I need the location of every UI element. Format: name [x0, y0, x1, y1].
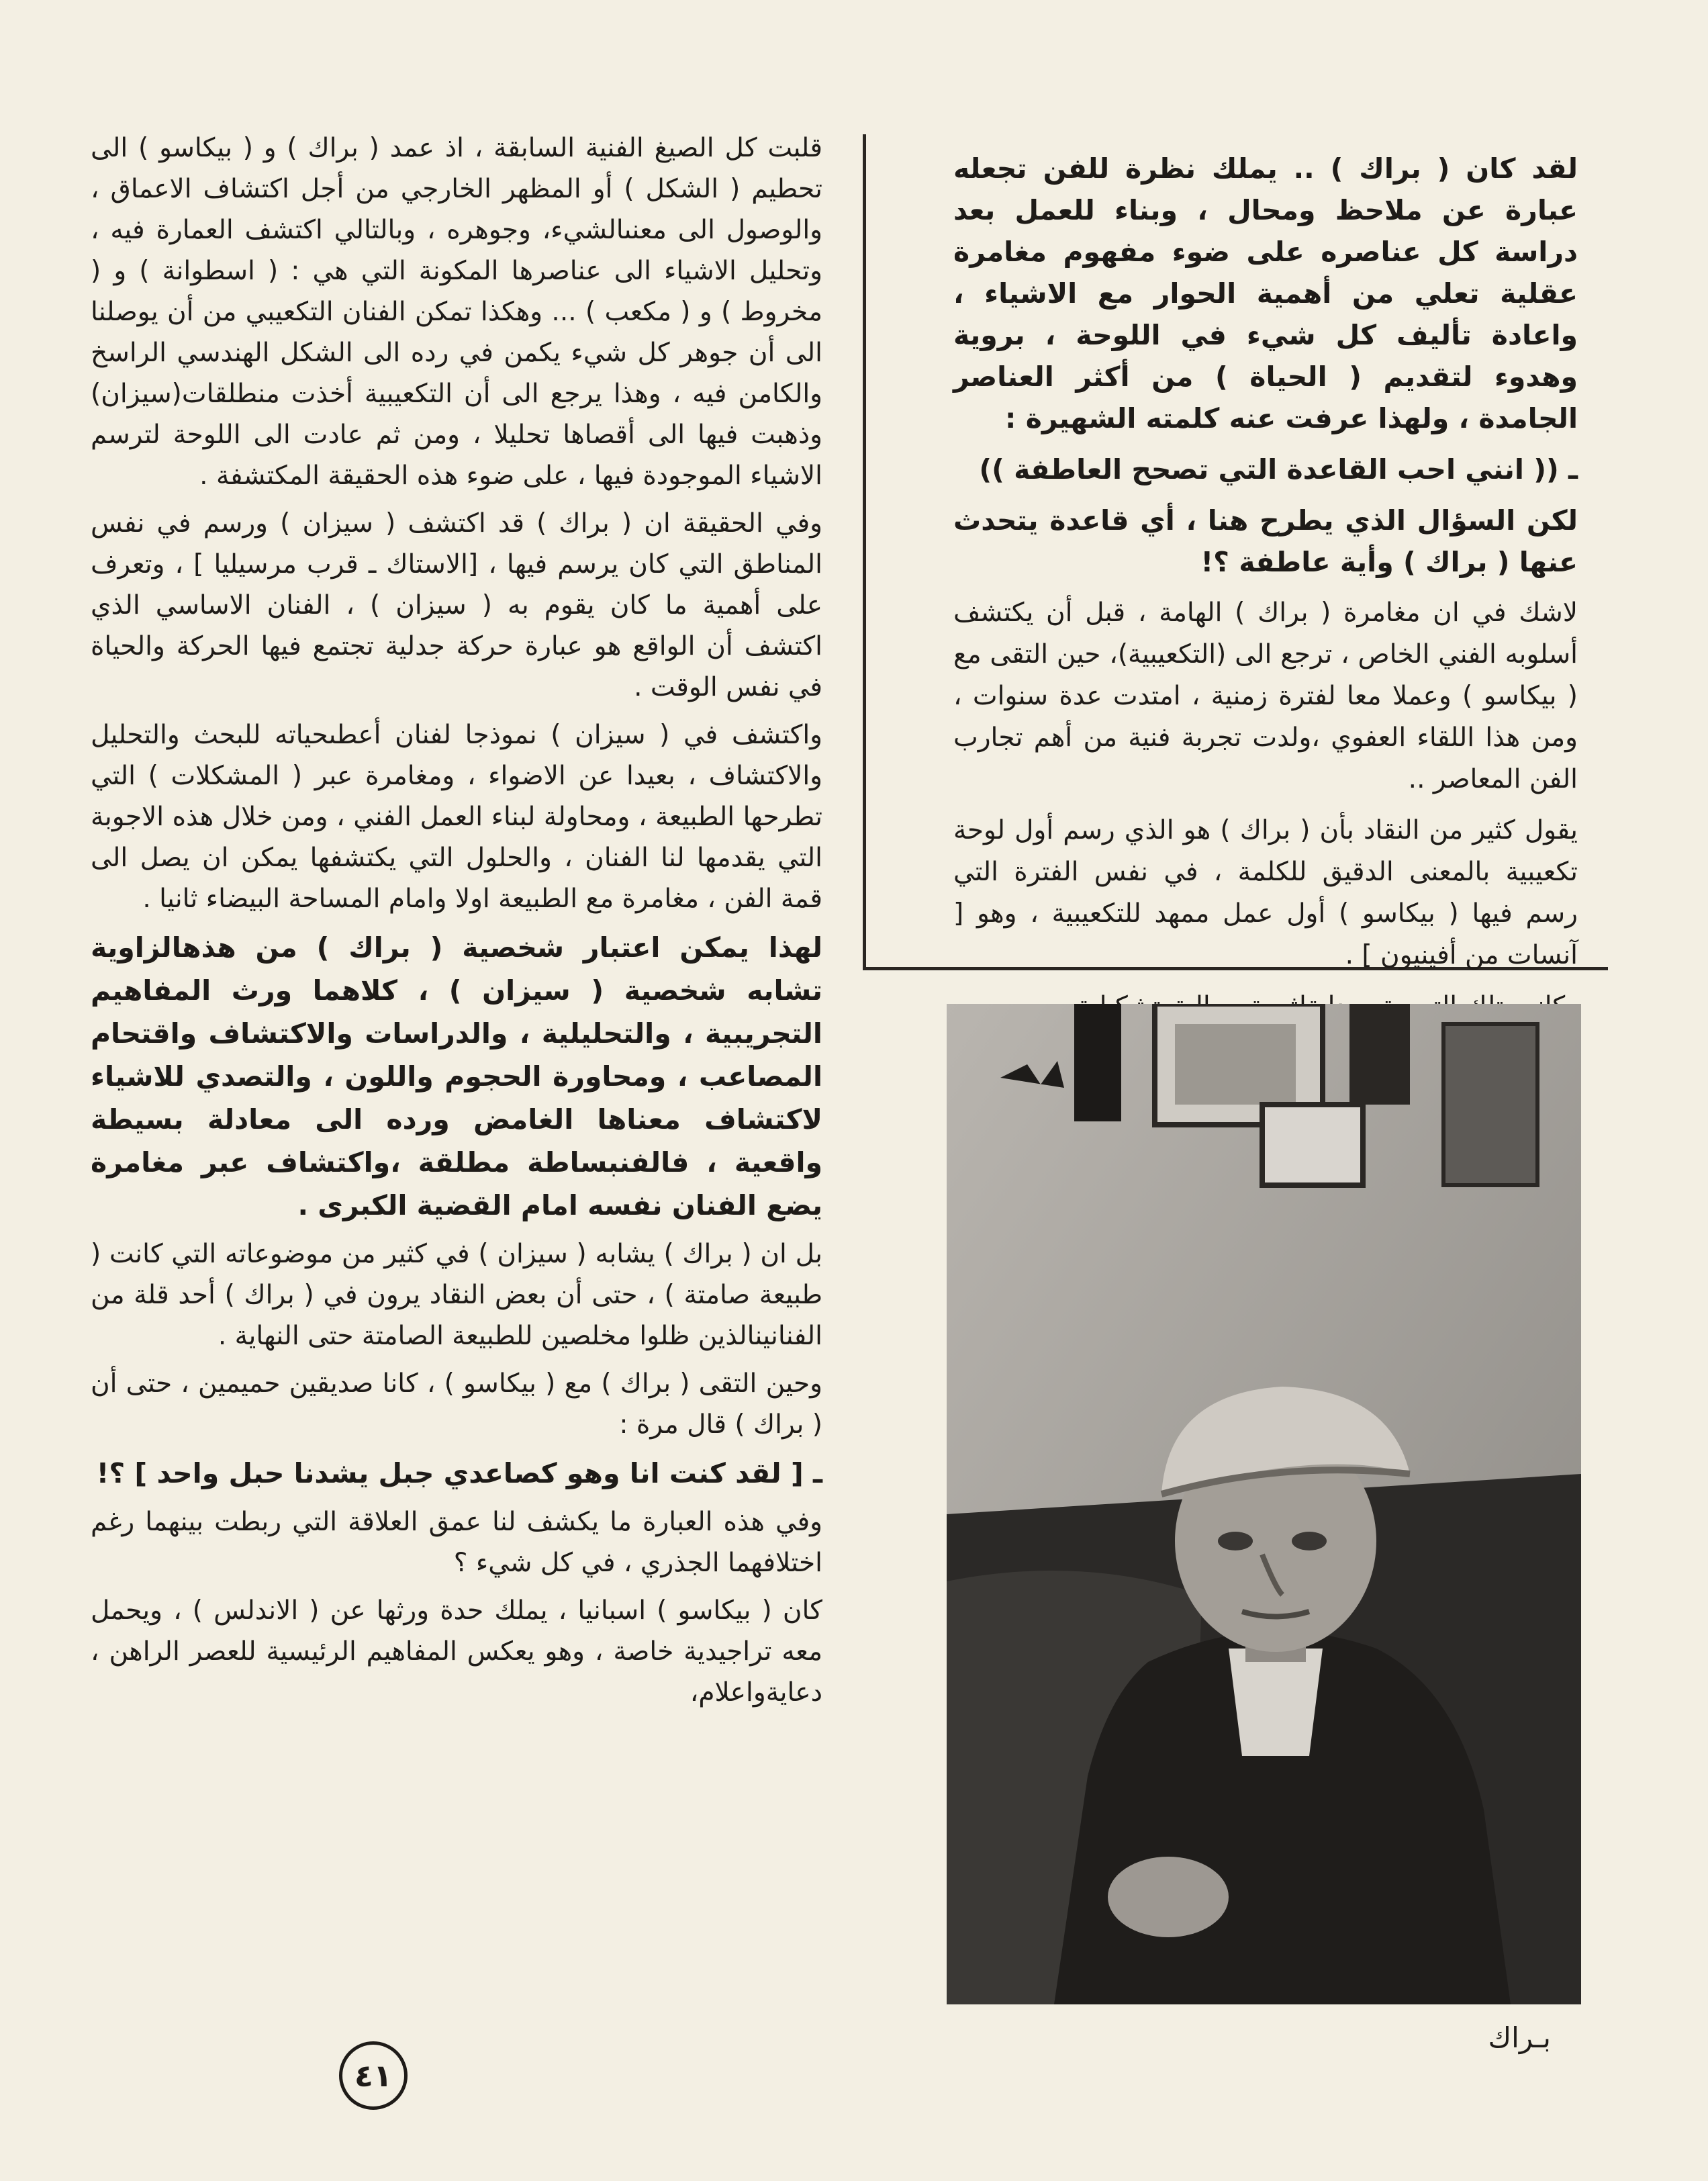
question-paragraph: لكن السؤال الذي يطرح هنا ، أي قاعدة يتحدث عنها ( براك ) وأية عاطفة ؟! — [953, 504, 1578, 578]
famous-quote: ـ (( انني احب القاعدة التي تصحح العاطفة )) — [979, 453, 1578, 485]
body-paragraph: قلبت كل الصيغ الفنية السابقة ، اذ عمد ( براك ) و ( بيكاسو ) الى تحطيم ( الشكل ) أو المظهر الخارجي من أجل اكتشاف الاعماق ، والوصول الى معنىالشيء، وجوهره ، وبالتالي اكتشف العمارة فيه ، وتحليل الاشياء الى عناصرها المكونة التي هي : ( اسطوانة ) و ( مخروط ) و ( مكعب ) ... وهكذا تمكن الفنان التكعيبي من أن يوصلنا الى أن جوهر كل شيء يكمن في رده الى الشكل الهندسي الراسخ والكامن فيه ، وهذا يرجع الى أن التكعيبية أخذت منطلقات(سيزان) وذهبت فيها الى أقصاها تحليلا ، ومن ثم عادت الى اللوحة لترسم الاشياء الموجودة فيها ، على ضوء هذه الحقيقة المكتشفة . — [91, 133, 822, 491]
bold-quote: ـ [ لقد كنت انا وهو كصاعدي جبل يشدنا حبل واحد ] ؟! — [96, 1457, 822, 1489]
body-paragraph: وحين التقى ( براك ) مع ( بيكاسو ) ، كانا صديقين حميمين ، حتى أن ( براك ) قال مرة : — [91, 1368, 822, 1440]
page-number: ٤١ — [339, 2041, 408, 2110]
bold-paragraph: لهذا يمكن اعتبار شخصية ( براك ) من هذهالزاوية تشابه شخصية ( سيزان ) ، كلاهما ورث المفاهيم التجريبية ، والتحليلية ، والدراسات والاكتشاف واقتحام المصاعب ، ومحاورة الحجوم واللون ، والتصدي للاشياء لاكتشاف معناها الغامض ورده الى معادلة بسيطة واقعية ، فالفنبساطة مطلقة ،واكتشاف عبر مغامرة يضع الفنان نفسه امام القضية الكبرى . — [91, 931, 822, 1221]
body-paragraph: وفي هذه العبارة ما يكشف لنا عمق العلاقة التي ربطت بينهما رغم اختلافهما الجذري ، في كل شيء ؟ — [91, 1507, 822, 1578]
body-paragraph: واكتشف في ( سيزان ) نموذجا لفنان أعطىحياته للبحث والتحليل والاكتشاف ، بعيدا عن الاضواء ، ومغامرة عبر ( المشكلات ) التي تطرحها الطبيعة ، ومحاولة لبناء العمل الفني ، ومن خلال هذه الاجوبة التي يقدمها لنا الفنان ، والحلول التي يكتشفها يمكن ان يصل الى قمة الفن ، مغامرة مع الطبيعة اولا وامام المساحة البيضاء ثانيا . — [91, 720, 822, 914]
body-paragraph: بل ان ( براك ) يشابه ( سيزان ) في كثير من موضوعاته التي كانت ( طبيعة صامتة ) ، حتى أن بعض النقاد يرون في ( براك ) أحد قلة من الفنانينالذين ظلوا مخلصين للطبيعة الصامتة حتى النهاية . — [91, 1239, 822, 1351]
body-paragraph: يقول كثير من النقاد بأن ( براك ) هو الذي رسم أول لوحة تكعيبية بالمعنى الدقيق للكلمة ، في نفس الفترة التي رسم فيها ( بيكاسو ) أول عمل ممهد للتكعيبية ، وهو [ آنسات من أفينيون ] . — [953, 815, 1578, 970]
text-box-content — [953, 148, 1578, 1037]
body-paragraph: وفي الحقيقة ان ( براك ) قد اكتشف ( سيزان ) ورسم في نفس المناطق التي كان يرسم فيها ، [الاستاك ـ قرب مرسيليا ] ، وتعرف على أهمية ما كان يقوم به ( سيزان ) ، الفنان الاساسي الذي اكتشف أن الواقع هو عبارة حركة جدلية تجتمع فيها الحركة والحياة في نفس الوقت . — [91, 508, 822, 702]
portrait-photo — [947, 1004, 1581, 2004]
photo-caption: بـراك — [1488, 2021, 1551, 2054]
body-paragraph: كان ( بيكاسو ) اسبانيا ، يملك حدة ورثها عن ( الاندلس ) ، ويحمل معه تراجيدية خاصة ، وهو يعكس المفاهيم الرئيسية للعصر الراهن ، دعايةواعلام، — [91, 1595, 822, 1708]
text-column-left — [91, 128, 822, 1720]
portrait-illustration — [947, 1004, 1581, 2004]
body-paragraph: لاشك في ان مغامرة ( براك ) الهامة ، قبل أن يكتشف أسلوبه الفني الخاص ، ترجع الى (التكعيبية)، حين التقى مع ( بيكاسو ) وعملا معا لفترة زمنية ، امتدت عدة سنوات ، ومن هذا اللقاء العفوي ،ولدت تجربة فنية من أهم تجارب الفن المعاصر .. — [953, 598, 1578, 794]
intro-paragraph: لقد كان ( براك ) .. يملك نظرة للفن تجعله عبارة عن ملاحظ ومحال ، وبناء للعمل بعد دراسة كل عناصره على ضوء مفهوم مغامرة عقلية تعلي من أهمية الحوار مع الاشياء ، واعادة تأليف كل شيء في اللوحة ، بروية وهدوء لتقديم ( الحياة ) من أكثر العناصر الجامدة ، ولهذا عرفت عنه كلمته الشهيرة : — [953, 152, 1578, 434]
text-box-right — [863, 134, 1608, 970]
